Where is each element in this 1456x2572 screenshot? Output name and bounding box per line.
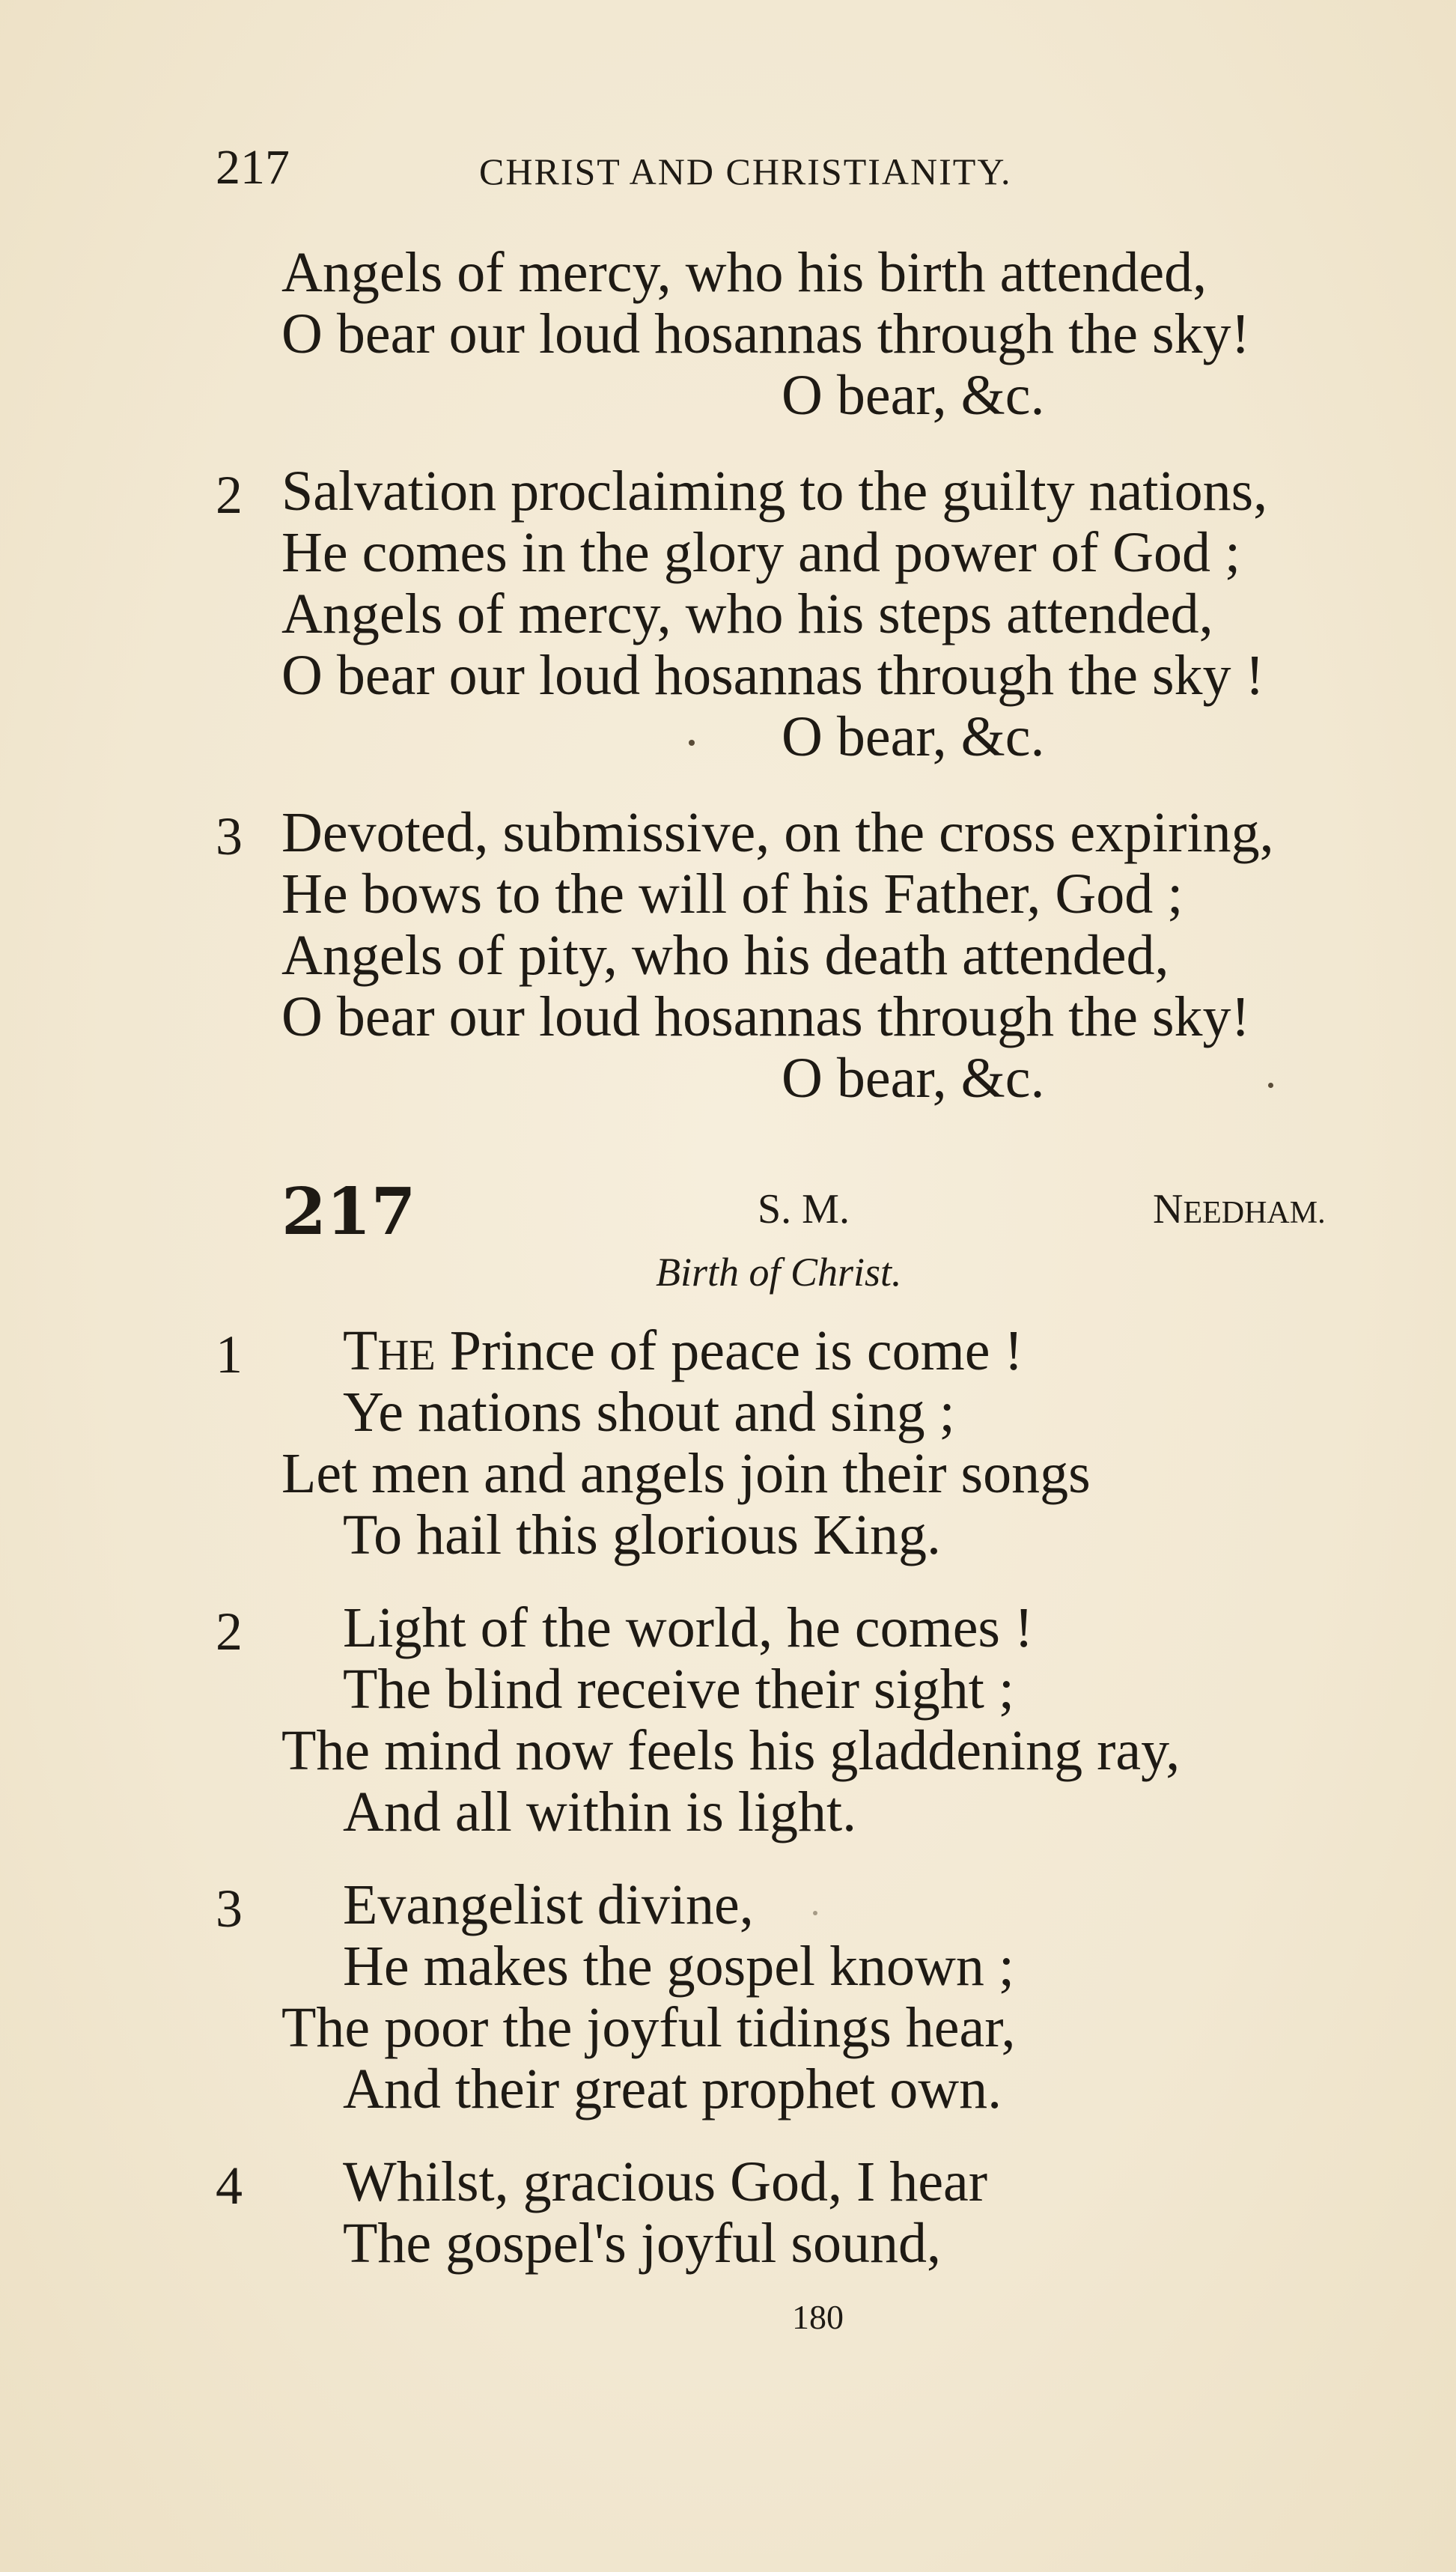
ink-speck <box>1268 1083 1273 1088</box>
running-header-number: 217 <box>216 140 290 195</box>
page-number: 180 <box>792 2298 844 2336</box>
verse-line <box>343 1319 1023 1382</box>
verse-line: Let men and angels join their songs <box>281 1442 1091 1505</box>
first-line-rest: Prince of peace is come ! <box>435 1319 1023 1382</box>
verse-line: And all within is light. <box>343 1781 857 1843</box>
stanza-number: 3 <box>216 806 243 866</box>
verse-line: The gospel's joyful sound, <box>343 2212 941 2275</box>
verse-line: Whilst, gracious God, I hear <box>343 2150 988 2213</box>
refrain-line: O bear, &c. <box>782 1047 1045 1110</box>
verse-line: To hail this glorious King. <box>343 1504 942 1566</box>
verse-line: He comes in the glory and power of God ; <box>281 521 1241 584</box>
stanza-number: 2 <box>216 1602 243 1662</box>
hymn-tune <box>1153 1185 1326 1233</box>
hymn-meter: S. M. <box>758 1186 850 1232</box>
stanza-number: 4 <box>216 2156 243 2216</box>
stanza-number: 3 <box>216 1879 243 1939</box>
ink-speck <box>689 740 695 746</box>
verse-line: He bows to the will of his Father, God ; <box>281 863 1184 925</box>
hymn-subtitle: Birth of Christ. <box>656 1250 902 1295</box>
verse-line: Angels of mercy, who his birth attended, <box>281 241 1207 304</box>
verse-line: Devoted, submissive, on the cross expiring, <box>281 801 1274 864</box>
refrain-line: O bear, &c. <box>782 705 1045 768</box>
verse-line: The mind now feels his gladdening ray, <box>281 1719 1181 1782</box>
first-word-initial: T <box>343 1319 378 1382</box>
verse-line: Evangelist divine, <box>343 1873 754 1936</box>
tune-initial: N <box>1153 1186 1184 1232</box>
verse-line: The poor the joyful tidings hear, <box>281 1996 1016 2059</box>
running-header-title: CHRIST AND CHRISTIANITY. <box>479 151 1012 192</box>
verse-line: Angels of mercy, who his steps attended, <box>281 583 1213 645</box>
tune-rest: EEDHAM. <box>1183 1196 1326 1230</box>
verse-line: He makes the gospel known ; <box>343 1935 1015 1998</box>
verse-line: O bear our loud hosannas through the sky! <box>281 303 1250 365</box>
verse-line: And their great prophet own. <box>343 2058 1002 2120</box>
first-word-rest: HE <box>377 1331 436 1379</box>
refrain-line: O bear, &c. <box>782 364 1045 427</box>
verse-line: The blind receive their sight ; <box>343 1658 1014 1721</box>
stanza-number: 2 <box>216 465 243 525</box>
ink-speck <box>813 1911 817 1915</box>
hymn-number: 217 <box>281 1174 416 1250</box>
verse-line: Light of the world, he comes ! <box>343 1596 1034 1659</box>
verse-line: Ye nations shout and sing ; <box>343 1381 955 1444</box>
verse-line: Salvation proclaiming to the guilty nations, <box>281 460 1268 523</box>
stanza-number: 1 <box>216 1325 243 1384</box>
verse-line: O bear our loud hosannas through the sky! <box>281 985 1250 1048</box>
verse-line: O bear our loud hosannas through the sky ! <box>281 644 1264 707</box>
verse-line: Angels of pity, who his death attended, <box>281 924 1169 987</box>
